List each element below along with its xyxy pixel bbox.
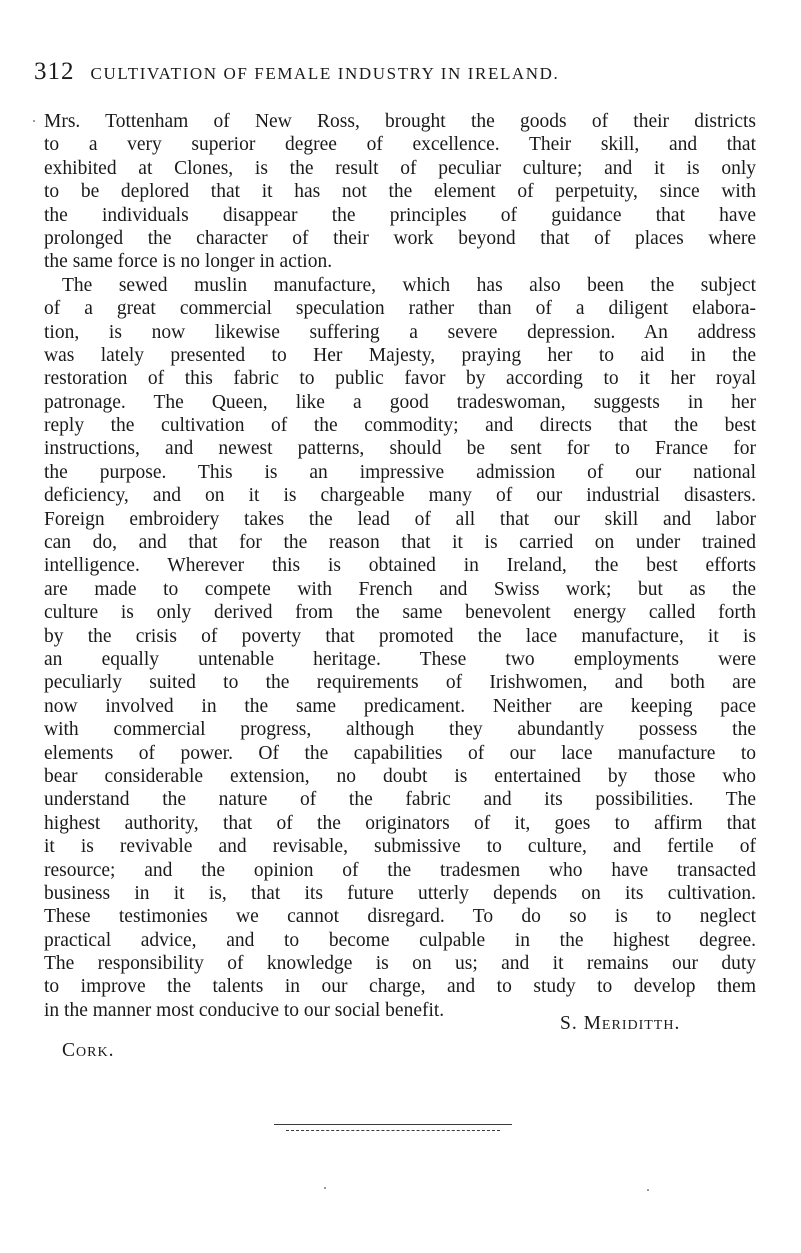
running-title: CULTIVATION OF FEMALE INDUSTRY IN IRELAND. xyxy=(90,64,560,83)
text-line: deficiency, and on it is chargeable many of our industrial disasters. xyxy=(44,485,756,507)
text-line: of a great commercial speculation rather than of a diligent elabora- xyxy=(44,298,756,320)
text-line: to a very superior degree of excellence. Their skill, and that xyxy=(44,134,756,156)
text-line: instructions, and newest patterns, should be sent for to France for xyxy=(44,438,756,460)
text-line: business in it is, that its future utterly depends on its cultivation. xyxy=(44,882,756,904)
page-number: 312 xyxy=(34,58,75,85)
end-rule-dashed xyxy=(286,1130,500,1131)
text-line: patronage. The Queen, like a good tradeswoman, suggests in her xyxy=(44,391,756,413)
text-line: intelligence. Wherever this is obtained in Ireland, the best efforts xyxy=(44,555,756,577)
text-line: tion, is now likewise suffering a severe depression. An address xyxy=(44,321,756,343)
text-line: was lately presented to Her Majesty, praying her to aid in the xyxy=(44,344,756,366)
text-line: to be deplored that it has not the element of perpetuity, since with xyxy=(44,181,756,203)
text-line: the individuals disappear the principles of guidance that have xyxy=(44,204,756,226)
text-line: highest authority, that of the originators of it, goes to affirm that xyxy=(44,812,756,834)
text-line: practical advice, and to become culpable in the highest degree. xyxy=(44,929,756,951)
text-line: resource; and the opinion of the tradesmen who have transacted xyxy=(44,859,756,881)
text-line: Mrs. Tottenham of New Ross, brought the goods of their districts xyxy=(44,111,756,132)
text-line: exhibited at Clones, is the result of peculiar culture; and it is only xyxy=(44,157,756,179)
text-line: elements of power. Of the capabilities of our lace manufacture to xyxy=(44,742,756,764)
text-line: The responsibility of knowledge is on us; and it remains our duty xyxy=(44,953,756,975)
paper-speck xyxy=(647,1189,649,1191)
author-signature: S. Meriditth. xyxy=(560,1013,681,1034)
text-line: it is revivable and revisable, submissive to culture, and fertile of xyxy=(44,836,756,858)
text-line: with commercial progress, although they abundantly possess the xyxy=(44,719,756,741)
paper-speck xyxy=(324,1187,326,1189)
text-line: can do, and that for the reason that it is carried on under trained xyxy=(44,532,756,554)
text-line: culture is only derived from the same benevolent energy called forth xyxy=(44,602,756,624)
text-line: the purpose. This is an impressive admission of our national xyxy=(44,461,756,483)
text-line: understand the nature of the fabric and its possibilities. The xyxy=(44,789,756,811)
body-text xyxy=(44,110,756,1022)
text-line: prolonged the character of their work beyond that of places where xyxy=(44,227,756,249)
text-line: the same force is no longer in action. xyxy=(44,251,333,273)
text-line: in the manner most conducive to our social benefit. xyxy=(44,999,445,1021)
text-line: restoration of this fabric to public favor by according to it her royal xyxy=(44,368,756,390)
text-line: are made to compete with French and Swiss work; but as the xyxy=(44,578,756,600)
text-line: Foreign embroidery takes the lead of all that our skill and labor xyxy=(44,508,756,530)
text-line: bear considerable extension, no doubt is entertained by those who xyxy=(44,765,756,787)
place-line: Cork. xyxy=(62,1040,115,1061)
text-line: an equally untenable heritage. These two employments were xyxy=(44,648,756,670)
text-line: to improve the talents in our charge, and to study to develop them xyxy=(44,976,756,998)
text-line: by the crisis of poverty that promoted the lace manufacture, it is xyxy=(44,625,756,647)
text-line: reply the cultivation of the commodity; and directs that the best xyxy=(44,415,756,437)
text-line: These testimonies we cannot disregard. To do so is to neglect xyxy=(44,906,756,928)
running-head xyxy=(34,58,734,92)
end-rule xyxy=(274,1124,512,1125)
paper-speck xyxy=(33,120,35,122)
text-line: now involved in the same predicament. Neither are keeping pace xyxy=(44,695,756,717)
text-line: The sewed muslin manufacture, which has also been the subject xyxy=(62,274,756,296)
text-line: peculiarly suited to the requirements of Irishwomen, and both are xyxy=(44,672,756,694)
